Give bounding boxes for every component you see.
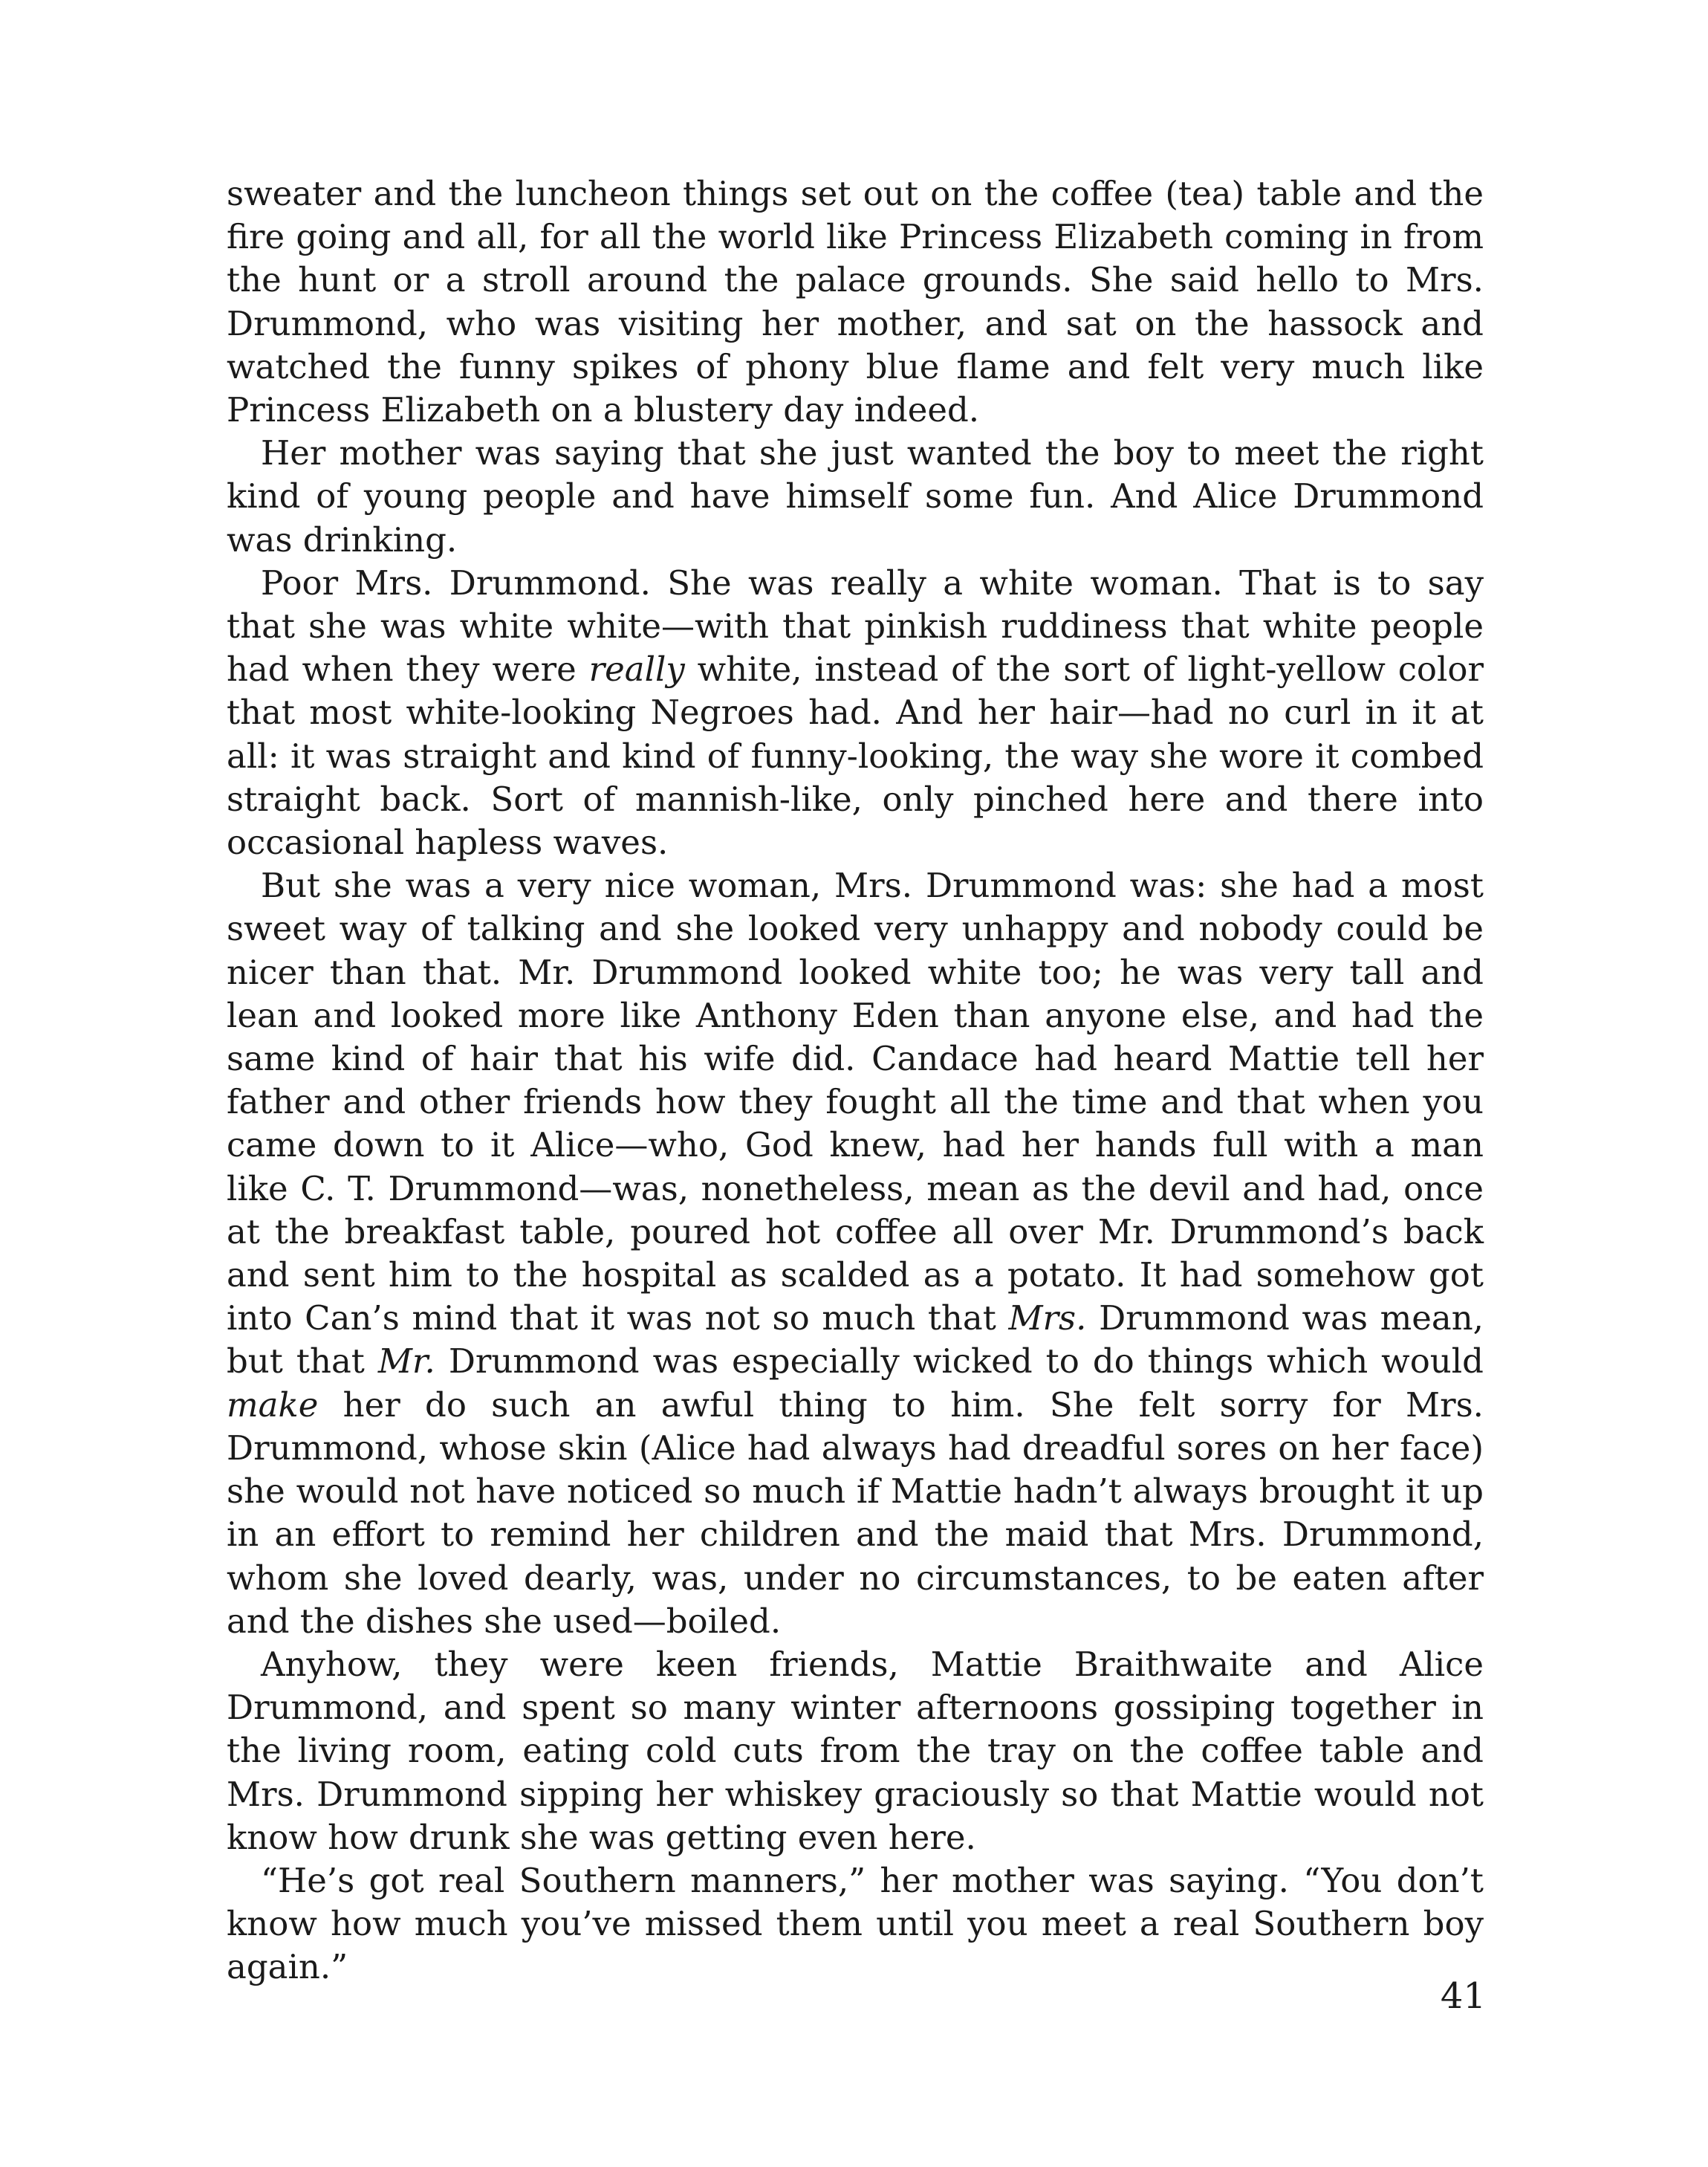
page-number: 41 xyxy=(1440,1975,1486,2017)
paragraph-4 xyxy=(227,864,1484,1643)
text-run: Drummond was especially wicked to do things which would xyxy=(435,1341,1484,1381)
italic-text: make xyxy=(227,1384,319,1425)
text-run: Poor Mrs. Drummond. She was really a white woman. That is to say that she was white white—with that pinkish ruddiness that white people had when they were xyxy=(227,563,1484,690)
paragraph-1 xyxy=(227,172,1484,432)
text-run: But she was a very nice woman, Mrs. Drummond was: she had a most sweet way of talking and she looked very unhappy and nobody could be nicer than that. Mr. Drummond looked white too; he was very tall and lean and looked more like Anthony Eden than anyone else, and had the same kind of hair that his wife did. Candace had heard Mattie tell her father and other friends how they fought all the time and that when you came down to it Alice—who, God knew, had her hands full with a man like C. T. Drummond—was, nonetheless, mean as the devil and had, once at the breakfast table, poured hot coffee all over Mr. Drummond’s back and sent him to the hospital as scalded as a potato. It had somehow got into Can’s mind that it was not so much that xyxy=(227,866,1484,1338)
text-run: Drummond was mean, but that xyxy=(227,1298,1484,1381)
paragraph-5 xyxy=(227,1643,1484,1859)
text-run: white, instead of the sort of light-yellow color that most white-looking Negroes had. And her hair—had no curl in it at all: it was straight and kind of funny-looking, the way she wore it combed straight back. Sort of mannish-like, only pinched here and there into occasional hapless waves. xyxy=(227,650,1484,863)
paragraph-3 xyxy=(227,562,1484,864)
italic-text: really xyxy=(588,650,685,690)
italic-text: Mrs. xyxy=(1008,1298,1087,1338)
paragraph-6 xyxy=(227,1859,1484,1989)
text-run: “He’s got real Southern manners,” her mother was saying. “You don’t know how much you’ve missed them until you meet a real Southern boy again.” xyxy=(227,1860,1484,1987)
text-run: her do such an awful thing to him. She felt sorry for Mrs. Drummond, whose skin (Alice had always had dreadful sores on her face) she would not have noticed so much if Mattie hadn’t always brought it up in an effort to remind her children and the maid that Mrs. Drummond, whom she loved dearly, was, under no circumstances, to be eaten after and the dishes she used—boiled. xyxy=(227,1384,1484,1641)
text-run: sweater and the luncheon things set out on the coffee (tea) table and the fire going and all, for all the world like Princess Elizabeth coming in from the hunt or a stroll around the palace grounds. She said hello to Mrs. Drummond, who was visiting her mother, and sat on the hassock and watched the funny spikes of phony blue flame and felt very much like Princess Elizabeth on a blustery day indeed. xyxy=(227,174,1484,430)
italic-text: Mr. xyxy=(377,1341,435,1381)
text-run: Anyhow, they were keen friends, Mattie Braithwaite and Alice Drummond, and spent so many winter afternoons gossiping together in the living room, eating cold cuts from the tray on the coffee table and Mrs. Drummond sipping her whiskey graciously so that Mattie would not know how drunk she was getting even here. xyxy=(227,1644,1484,1857)
paragraph-2 xyxy=(227,432,1484,562)
text-run: Her mother was saying that she just wanted the boy to meet the right kind of young people and have himself some fun. And Alice Drummond was drinking. xyxy=(227,433,1484,560)
body-text xyxy=(227,172,1484,1989)
